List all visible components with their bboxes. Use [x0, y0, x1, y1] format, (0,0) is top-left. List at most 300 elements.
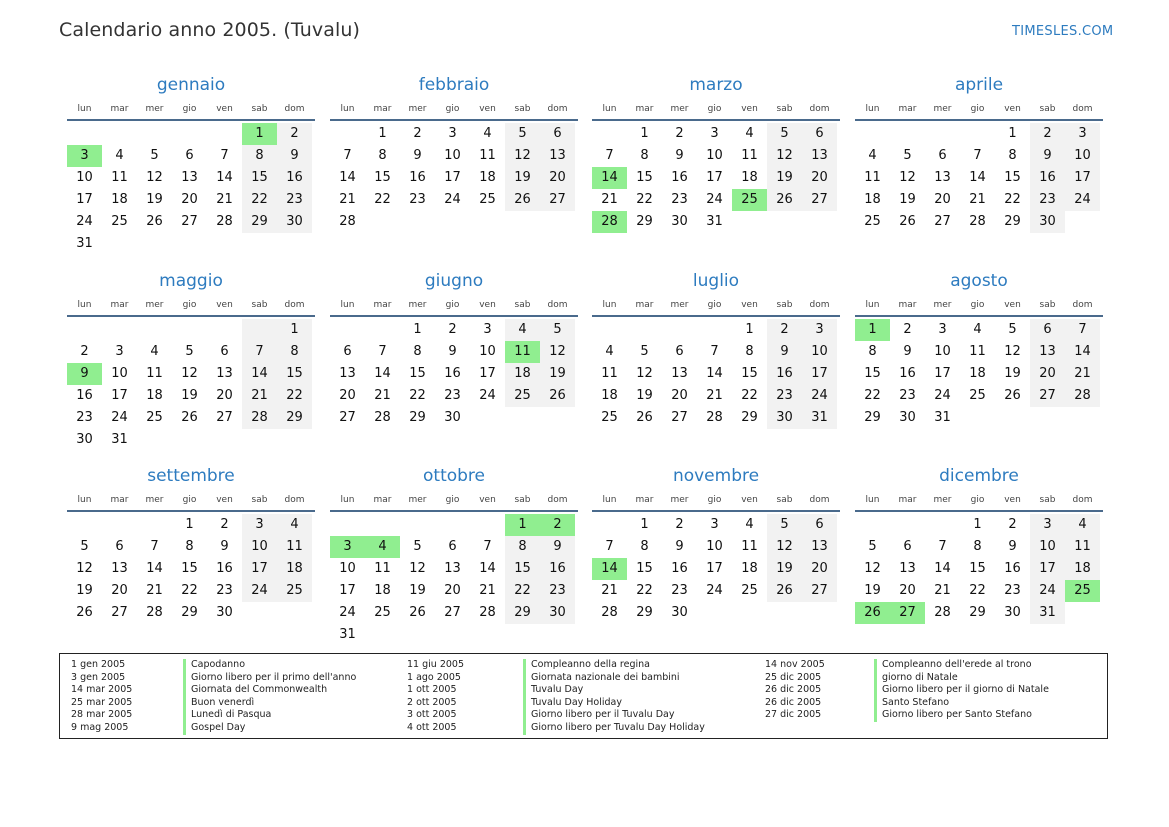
day-cell: 3	[710, 517, 719, 532]
day-cell: 20	[540, 167, 575, 189]
day-cell: 5	[150, 148, 159, 163]
weekday-label: lun	[340, 495, 355, 505]
day-cell: 15	[1004, 170, 1021, 185]
weekday-label: gio	[445, 495, 460, 505]
day-cell: 6	[903, 539, 912, 554]
day-cell: 4	[605, 344, 614, 359]
holiday-date: 3 ott 2005	[407, 709, 457, 721]
day-cell: 9	[540, 536, 575, 558]
day-cell: 2	[220, 517, 229, 532]
day-cell: 20	[444, 583, 461, 598]
day-cell: 11	[1065, 536, 1100, 558]
day-cell: 10	[111, 366, 128, 381]
day-grid	[330, 514, 578, 646]
holiday-day-cell: 1	[505, 514, 540, 536]
day-cell: 5	[413, 539, 422, 554]
day-cell: 11	[146, 366, 163, 381]
day-cell: 1	[640, 126, 649, 141]
day-cell: 8	[378, 148, 387, 163]
day-cell: 23	[671, 583, 688, 598]
empty-cell	[855, 514, 890, 536]
weekday-label: mer	[408, 104, 427, 114]
month-name: novembre	[672, 466, 760, 486]
day-cell: 19	[505, 167, 540, 189]
day-cell: 9	[1030, 145, 1065, 167]
day-cell: 17	[339, 583, 356, 598]
day-cell: 31	[76, 236, 93, 251]
day-cell: 19	[1004, 366, 1021, 381]
day-cell: 10	[706, 148, 723, 163]
weekday-label: lun	[77, 300, 92, 310]
day-cell: 19	[181, 388, 198, 403]
weekday-label: sab	[251, 104, 268, 114]
day-cell: 26	[767, 189, 802, 211]
day-cell: 9	[448, 344, 457, 359]
month-giugno	[330, 270, 578, 429]
weekday-header	[67, 297, 315, 317]
day-cell: 4	[483, 126, 492, 141]
day-cell: 24	[802, 385, 837, 407]
day-grid	[855, 123, 1103, 233]
holiday-name: Compleanno della regina	[523, 659, 705, 672]
day-cell: 8	[277, 341, 312, 363]
day-cell: 24	[76, 214, 93, 229]
day-cell: 30	[899, 410, 916, 425]
weekday-label: lun	[602, 300, 617, 310]
day-cell: 5	[868, 539, 877, 554]
empty-cell	[400, 514, 435, 536]
day-cell: 11	[111, 170, 128, 185]
day-cell: 23	[216, 583, 233, 598]
weekday-header	[330, 297, 578, 317]
day-cell: 5	[767, 514, 802, 536]
day-cell: 3	[115, 344, 124, 359]
month-name: ottobre	[423, 466, 485, 486]
month-name: luglio	[692, 271, 740, 291]
holiday-name: Giorno libero per il giorno di Natale	[874, 684, 1049, 697]
day-cell: 31	[339, 627, 356, 642]
empty-cell	[102, 319, 137, 341]
day-cell: 21	[339, 192, 356, 207]
day-cell: 12	[181, 366, 198, 381]
holiday-name: Giorno libero per Tuvalu Day Holiday	[523, 722, 705, 735]
holiday-date: 28 mar 2005	[71, 709, 133, 721]
day-cell: 4	[973, 322, 982, 337]
day-cell: 12	[540, 341, 575, 363]
empty-cell	[172, 319, 207, 341]
day-cell: 20	[181, 192, 198, 207]
day-cell: 23	[1030, 189, 1065, 211]
day-cell: 18	[864, 192, 881, 207]
empty-cell	[697, 319, 732, 341]
day-grid	[592, 514, 840, 624]
weekday-label: dom	[284, 300, 305, 310]
day-cell: 28	[706, 410, 723, 425]
day-cell: 17	[444, 170, 461, 185]
day-cell: 5	[80, 539, 89, 554]
day-cell: 12	[146, 170, 163, 185]
month-name: settembre	[147, 466, 235, 486]
day-cell: 23	[540, 580, 575, 602]
empty-cell	[662, 319, 697, 341]
day-cell: 18	[505, 363, 540, 385]
weekday-label: lun	[602, 104, 617, 114]
weekday-header	[592, 297, 840, 317]
brand-link[interactable]: TIMESLES.COM	[1012, 24, 1114, 39]
day-cell: 29	[181, 605, 198, 620]
day-cell: 25	[505, 385, 540, 407]
day-cell: 6	[343, 344, 352, 359]
holiday-day-cell: 11	[505, 341, 540, 363]
weekday-label: dom	[809, 495, 830, 505]
weekday-label: ven	[1004, 104, 1021, 114]
day-cell: 17	[1065, 167, 1100, 189]
day-cell: 13	[339, 366, 356, 381]
weekday-label: dom	[809, 104, 830, 114]
day-cell: 26	[146, 214, 163, 229]
day-cell: 20	[934, 192, 951, 207]
day-cell: 2	[1030, 123, 1065, 145]
empty-cell	[137, 319, 172, 341]
weekday-label: lun	[340, 104, 355, 114]
day-cell: 27	[339, 410, 356, 425]
day-cell: 22	[864, 388, 881, 403]
weekday-label: dom	[547, 104, 568, 114]
day-cell: 30	[767, 407, 802, 429]
weekday-label: mer	[933, 300, 952, 310]
empty-cell	[470, 514, 505, 536]
day-cell: 10	[1065, 145, 1100, 167]
day-cell: 20	[899, 583, 916, 598]
empty-cell	[207, 123, 242, 145]
holiday-day-cell: 28	[592, 211, 627, 233]
day-cell: 23	[76, 410, 93, 425]
day-cell: 12	[767, 536, 802, 558]
holiday-day-cell: 4	[365, 536, 400, 558]
day-cell: 5	[640, 344, 649, 359]
day-cell: 20	[1030, 363, 1065, 385]
day-grid	[330, 123, 578, 233]
day-cell: 19	[767, 167, 802, 189]
day-cell: 12	[1004, 344, 1021, 359]
day-cell: 19	[409, 583, 426, 598]
month-name: maggio	[159, 271, 223, 291]
holiday-date: 2 ott 2005	[407, 696, 457, 708]
day-cell: 28	[216, 214, 233, 229]
weekday-label: lun	[865, 300, 880, 310]
month-gennaio	[67, 74, 315, 255]
holiday-day-cell: 3	[67, 145, 102, 167]
day-cell: 27	[802, 189, 837, 211]
day-cell: 16	[409, 170, 426, 185]
day-cell: 7	[220, 148, 229, 163]
day-cell: 10	[1030, 536, 1065, 558]
day-cell: 20	[111, 583, 128, 598]
day-cell: 25	[374, 605, 391, 620]
day-cell: 26	[76, 605, 93, 620]
holiday-date: 27 dic 2005	[765, 709, 822, 721]
day-cell: 28	[374, 410, 391, 425]
day-cell: 26	[540, 385, 575, 407]
day-cell: 6	[220, 344, 229, 359]
day-cell: 23	[277, 189, 312, 211]
day-cell: 15	[636, 561, 653, 576]
day-cell: 11	[864, 170, 881, 185]
day-cell: 8	[640, 148, 649, 163]
weekday-label: gio	[707, 495, 722, 505]
day-cell: 23	[1004, 583, 1021, 598]
day-cell: 16	[1030, 167, 1065, 189]
day-cell: 9	[675, 539, 684, 554]
day-cell: 17	[479, 366, 496, 381]
day-grid	[855, 514, 1103, 624]
day-cell: 26	[767, 580, 802, 602]
day-cell: 10	[479, 344, 496, 359]
day-cell: 24	[934, 388, 951, 403]
day-cell: 16	[671, 561, 688, 576]
day-cell: 21	[601, 192, 618, 207]
day-cell: 2	[80, 344, 89, 359]
day-cell: 10	[802, 341, 837, 363]
day-cell: 19	[540, 363, 575, 385]
weekday-label: ven	[1004, 495, 1021, 505]
holiday-name: Giorno libero per Santo Stefano	[874, 709, 1049, 722]
weekday-label: mar	[373, 104, 392, 114]
day-cell: 31	[934, 410, 951, 425]
empty-cell	[67, 123, 102, 145]
day-cell: 7	[242, 341, 277, 363]
weekday-label: sab	[1039, 300, 1056, 310]
empty-cell	[172, 123, 207, 145]
day-cell: 22	[181, 583, 198, 598]
weekday-label: gio	[182, 104, 197, 114]
day-cell: 11	[741, 148, 758, 163]
holiday-day-cell: 9	[67, 363, 102, 385]
day-cell: 20	[339, 388, 356, 403]
day-cell: 30	[444, 410, 461, 425]
day-cell: 3	[483, 322, 492, 337]
day-cell: 1	[640, 517, 649, 532]
empty-cell	[592, 319, 627, 341]
holiday-name: Tuvalu Day Holiday	[523, 697, 705, 710]
weekday-label: ven	[216, 300, 233, 310]
day-cell: 27	[181, 214, 198, 229]
day-cell: 15	[409, 366, 426, 381]
weekday-label: ven	[479, 104, 496, 114]
empty-cell	[592, 123, 627, 145]
day-cell: 22	[636, 583, 653, 598]
weekday-label: mar	[373, 300, 392, 310]
holiday-day-cell: 1	[242, 123, 277, 145]
weekday-label: gio	[182, 495, 197, 505]
day-cell: 14	[339, 170, 356, 185]
holiday-day-cell: 25	[732, 189, 767, 211]
empty-cell	[102, 123, 137, 145]
weekday-label: lun	[340, 300, 355, 310]
empty-cell	[67, 319, 102, 341]
day-cell: 10	[444, 148, 461, 163]
day-cell: 13	[216, 366, 233, 381]
weekday-label: ven	[216, 104, 233, 114]
day-cell: 3	[242, 514, 277, 536]
empty-cell	[365, 514, 400, 536]
weekday-label: lun	[77, 104, 92, 114]
day-cell: 14	[374, 366, 391, 381]
holiday-date: 3 gen 2005	[71, 671, 126, 683]
weekday-label: lun	[602, 495, 617, 505]
day-cell: 1	[378, 126, 387, 141]
day-cell: 30	[1030, 211, 1065, 233]
day-cell: 7	[605, 148, 614, 163]
day-cell: 22	[409, 388, 426, 403]
day-cell: 29	[636, 605, 653, 620]
day-cell: 16	[767, 363, 802, 385]
holiday-date: 11 giu 2005	[407, 659, 464, 670]
day-cell: 2	[675, 517, 684, 532]
day-grid	[855, 319, 1103, 429]
day-cell: 12	[76, 561, 93, 576]
month-agosto	[855, 270, 1103, 429]
day-cell: 27	[1030, 385, 1065, 407]
holiday-date: 1 ago 2005	[407, 671, 461, 683]
day-cell: 18	[111, 192, 128, 207]
day-cell: 28	[146, 605, 163, 620]
day-cell: 21	[216, 192, 233, 207]
day-cell: 15	[277, 363, 312, 385]
day-cell: 9	[767, 341, 802, 363]
day-cell: 14	[969, 170, 986, 185]
day-cell: 18	[277, 558, 312, 580]
day-cell: 23	[671, 192, 688, 207]
empty-cell	[925, 514, 960, 536]
day-cell: 4	[745, 126, 754, 141]
day-grid	[592, 319, 840, 429]
day-cell: 30	[671, 605, 688, 620]
day-cell: 17	[1030, 558, 1065, 580]
holiday-date: 14 nov 2005	[765, 659, 825, 670]
day-cell: 22	[1004, 192, 1021, 207]
weekday-label: mer	[670, 495, 689, 505]
day-cell: 12	[767, 145, 802, 167]
month-maggio	[67, 270, 315, 451]
empty-cell	[592, 514, 627, 536]
day-cell: 2	[277, 123, 312, 145]
weekday-label: lun	[865, 495, 880, 505]
weekday-label: dom	[284, 495, 305, 505]
empty-cell	[890, 514, 925, 536]
day-cell: 16	[899, 366, 916, 381]
day-cell: 2	[767, 319, 802, 341]
day-cell: 6	[1030, 319, 1065, 341]
day-cell: 5	[505, 123, 540, 145]
day-cell: 8	[505, 536, 540, 558]
day-cell: 25	[146, 410, 163, 425]
day-cell: 10	[934, 344, 951, 359]
day-cell: 19	[76, 583, 93, 598]
day-cell: 6	[938, 148, 947, 163]
weekday-label: ven	[741, 104, 758, 114]
holiday-name: Tuvalu Day	[523, 684, 705, 697]
day-cell: 6	[115, 539, 124, 554]
day-cell: 22	[242, 189, 277, 211]
day-cell: 15	[181, 561, 198, 576]
day-cell: 7	[938, 539, 947, 554]
holiday-date: 1 ott 2005	[407, 684, 457, 696]
day-cell: 3	[938, 322, 947, 337]
day-cell: 28	[339, 214, 356, 229]
day-cell: 29	[242, 211, 277, 233]
day-cell: 9	[277, 145, 312, 167]
day-cell: 12	[505, 145, 540, 167]
day-cell: 29	[505, 602, 540, 624]
holiday-date: 1 gen 2005	[71, 659, 126, 670]
weekday-label: sab	[514, 104, 531, 114]
day-cell: 2	[413, 126, 422, 141]
weekday-label: lun	[77, 495, 92, 505]
day-cell: 28	[242, 407, 277, 429]
day-cell: 17	[802, 363, 837, 385]
day-cell: 21	[934, 583, 951, 598]
day-cell: 18	[1065, 558, 1100, 580]
holiday-name: Buon venerdì	[183, 697, 356, 710]
day-cell: 12	[409, 561, 426, 576]
day-cell: 24	[1065, 189, 1100, 211]
holiday-day-cell: 3	[330, 536, 365, 558]
day-cell: 8	[745, 344, 754, 359]
empty-cell	[67, 514, 102, 536]
day-cell: 13	[802, 536, 837, 558]
day-cell: 23	[767, 385, 802, 407]
holiday-day-cell: 14	[592, 167, 627, 189]
day-cell: 3	[1030, 514, 1065, 536]
holiday-name: Santo Stefano	[874, 697, 1049, 710]
day-cell: 1	[745, 322, 754, 337]
day-cell: 9	[413, 148, 422, 163]
day-cell: 17	[706, 170, 723, 185]
day-cell: 21	[242, 385, 277, 407]
weekday-label: dom	[809, 300, 830, 310]
day-cell: 27	[671, 410, 688, 425]
day-cell: 10	[339, 561, 356, 576]
weekday-label: dom	[1072, 300, 1093, 310]
day-cell: 6	[802, 514, 837, 536]
weekday-label: dom	[284, 104, 305, 114]
day-cell: 6	[185, 148, 194, 163]
month-name: febbraio	[418, 75, 490, 95]
weekday-label: sab	[251, 495, 268, 505]
day-cell: 15	[636, 170, 653, 185]
day-cell: 24	[339, 605, 356, 620]
day-cell: 4	[150, 344, 159, 359]
day-cell: 14	[934, 561, 951, 576]
day-cell: 24	[111, 410, 128, 425]
day-cell: 23	[409, 192, 426, 207]
day-grid	[67, 319, 315, 451]
weekday-label: mer	[670, 300, 689, 310]
day-cell: 1	[413, 322, 422, 337]
weekday-label: sab	[776, 300, 793, 310]
day-cell: 16	[1004, 561, 1021, 576]
day-cell: 30	[216, 605, 233, 620]
empty-cell	[137, 123, 172, 145]
day-cell: 28	[934, 605, 951, 620]
day-cell: 7	[378, 344, 387, 359]
day-cell: 5	[540, 319, 575, 341]
holiday-name: Capodanno	[183, 659, 356, 672]
day-cell: 4	[505, 319, 540, 341]
weekday-label: gio	[970, 300, 985, 310]
day-cell: 24	[706, 583, 723, 598]
